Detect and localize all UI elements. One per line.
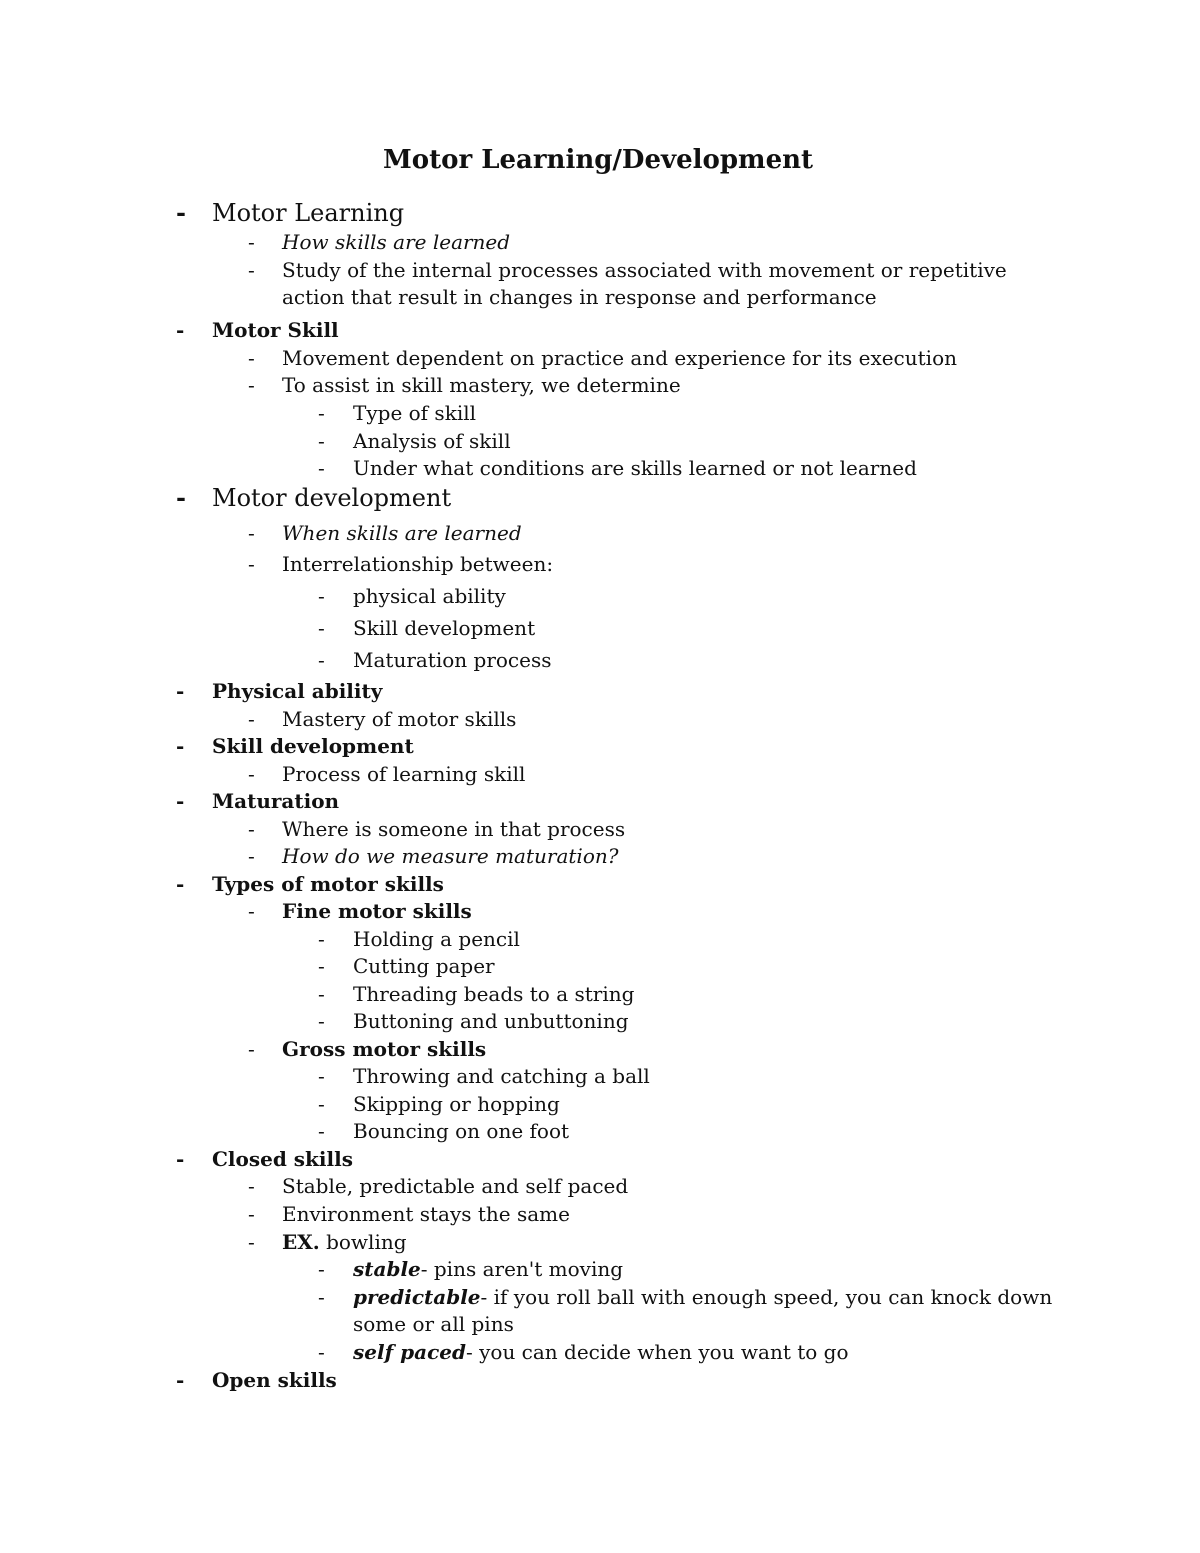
dash-bullet: - [318, 1119, 325, 1143]
list-item-text: Interrelationship between: [282, 552, 554, 576]
list-item-text: Environment stays the same [282, 1202, 570, 1226]
list-item-text: Bouncing on one foot [353, 1119, 570, 1143]
dash-bullet: - [318, 1009, 325, 1033]
subheading-text: Gross motor skills [282, 1037, 487, 1061]
dash-bullet: - [248, 258, 255, 282]
heading-text: Skill development [212, 734, 414, 758]
list-item-text: Stable, predictable and self paced [282, 1174, 629, 1198]
dash-bullet: - [318, 584, 325, 608]
dash-bullet: - [176, 789, 185, 813]
list-item-text: Where is someone in that process [282, 817, 626, 841]
dash-bullet: - [318, 456, 325, 480]
heading-text: Types of motor skills [212, 872, 444, 896]
dash-bullet: - [248, 1174, 255, 1198]
subheading-text: Fine motor skills [282, 899, 472, 923]
term-label: stable [353, 1257, 421, 1281]
dash-bullet: - [318, 927, 325, 951]
list-item-text: Type of skill [353, 401, 477, 425]
list-item-text: Under what conditions are skills learned or not learned [353, 456, 917, 480]
dash-bullet: - [318, 1257, 325, 1281]
term-label: self paced [353, 1340, 466, 1364]
list-item-text: When skills are learned [282, 521, 522, 545]
dash-bullet: - [248, 552, 255, 576]
example-label: EX. [282, 1230, 320, 1254]
list-item-text: Throwing and catching a ball [353, 1064, 650, 1088]
heading-text: Motor development [212, 484, 452, 512]
list-item-text: action that result in changes in response and performance [282, 285, 877, 309]
example-text: bowling [319, 1230, 407, 1254]
dash-bullet: - [318, 954, 325, 978]
list-item-text: Holding a pencil [353, 927, 520, 951]
list-item-text: Cutting paper [353, 954, 495, 978]
list-item-text: Movement dependent on practice and experience for its execution [282, 346, 957, 370]
dash-bullet: - [318, 1285, 325, 1309]
dash-bullet: - [176, 734, 185, 758]
term-description: - pins aren't moving [420, 1257, 624, 1281]
list-item-text: Buttoning and unbuttoning [353, 1009, 629, 1033]
heading-text: Motor Learning [212, 199, 405, 227]
dash-bullet: - [248, 230, 255, 254]
dash-bullet: - [248, 1230, 255, 1254]
dash-bullet: - [318, 1064, 325, 1088]
dash-bullet: - [176, 1147, 185, 1171]
list-item-text: Skipping or hopping [353, 1092, 560, 1116]
list-item-text: Skill development [353, 616, 536, 640]
dash-bullet: - [248, 899, 255, 923]
heading-text: Open skills [212, 1368, 337, 1392]
list-item-text [353, 1283, 1052, 1311]
term-description: - you can decide when you want to go [465, 1340, 849, 1364]
term-label: predictable [353, 1285, 481, 1309]
list-item-text: Analysis of skill [353, 429, 511, 453]
list-item-text: Threading beads to a string [353, 982, 635, 1006]
heading-text: Maturation [212, 789, 340, 813]
list-item-text: Mastery of motor skills [282, 707, 517, 731]
dash-bullet: - [318, 401, 325, 425]
dash-bullet: - [248, 521, 255, 545]
list-item-text: Study of the internal processes associated with movement or repetitive [282, 258, 1007, 282]
heading-text: Motor Skill [212, 318, 339, 342]
dash-bullet: - [176, 1368, 185, 1392]
list-item-text [282, 1228, 407, 1256]
heading-text: Physical ability [212, 679, 383, 703]
list-item-text [353, 1255, 623, 1283]
dash-bullet: - [318, 1092, 325, 1116]
term-description: - if you roll ball with enough speed, you can knock down [480, 1285, 1053, 1309]
document-title: Motor Learning/Development [382, 145, 814, 175]
dash-bullet: - [318, 982, 325, 1006]
dash-bullet: - [176, 872, 185, 896]
list-item-text: How skills are learned [282, 230, 511, 254]
dash-bullet: - [248, 762, 255, 786]
list-item-text: How do we measure maturation? [282, 844, 619, 868]
list-item-text: Process of learning skill [282, 762, 526, 786]
dash-bullet: - [176, 198, 186, 227]
dash-bullet: - [176, 483, 186, 512]
dash-bullet: - [318, 429, 325, 453]
dash-bullet: - [248, 844, 255, 868]
dash-bullet: - [248, 346, 255, 370]
list-item-text [353, 1338, 849, 1366]
dash-bullet: - [318, 616, 325, 640]
list-item-text: physical ability [353, 584, 506, 608]
list-item-text: some or all pins [353, 1312, 514, 1336]
dash-bullet: - [248, 707, 255, 731]
dash-bullet: - [248, 1202, 255, 1226]
dash-bullet: - [176, 679, 185, 703]
dash-bullet: - [318, 648, 325, 672]
list-item-text: Maturation process [353, 648, 552, 672]
dash-bullet: - [248, 1037, 255, 1061]
dash-bullet: - [318, 1340, 325, 1364]
dash-bullet: - [248, 817, 255, 841]
dash-bullet: - [176, 318, 185, 342]
list-item-text: To assist in skill mastery, we determine [282, 373, 681, 397]
dash-bullet: - [248, 373, 255, 397]
heading-text: Closed skills [212, 1147, 353, 1171]
